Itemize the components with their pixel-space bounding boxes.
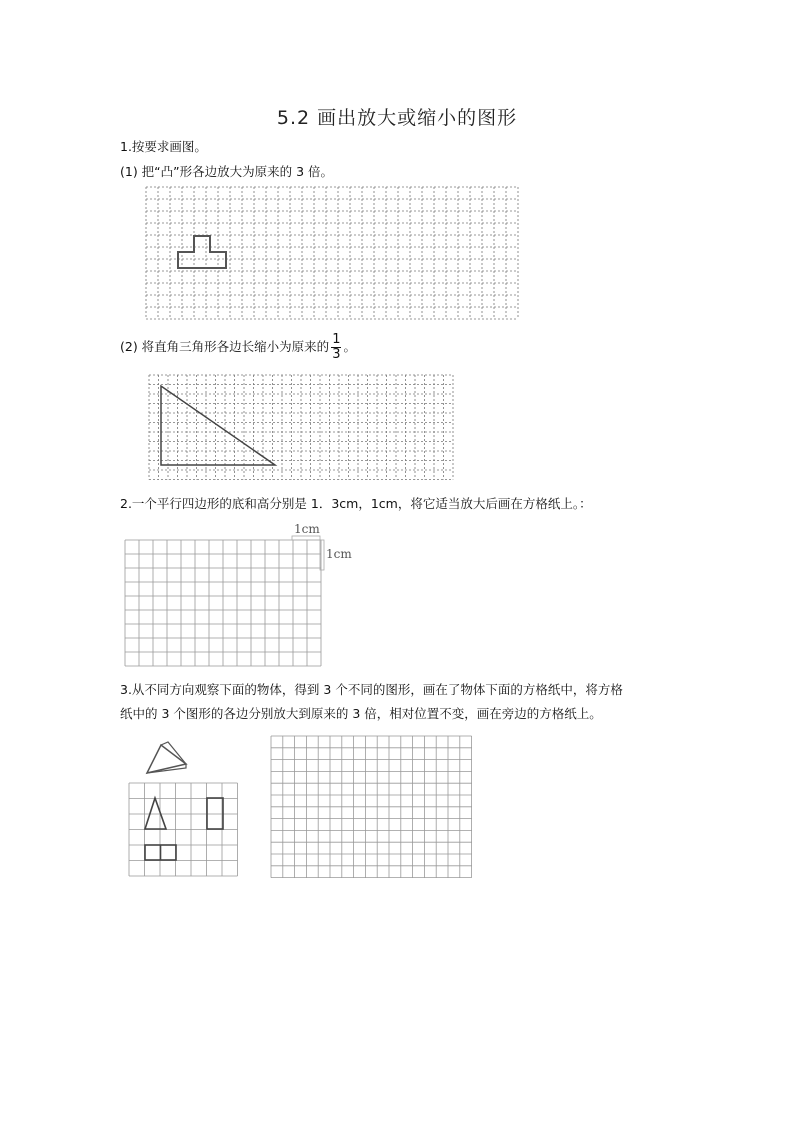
q2-text: 2.一个平行四边形的底和高分别是 1．3cm，1cm，将它适当放大后画在方格纸上。： (120, 496, 592, 511)
rectangle-view (207, 798, 223, 829)
q1-part2-suffix: 。 (343, 339, 356, 354)
fraction-one-third (331, 333, 341, 362)
dotted-grid-q1-part1 (146, 187, 518, 319)
right-triangle-figure (161, 386, 275, 465)
tu-shape-figure (178, 236, 226, 268)
q3-line2: 纸中的 3 个图形的各边分别放大到原来的 3 倍，相对位置不变，画在旁边的方格纸上。 (120, 706, 602, 721)
fraction-denominator: 3 (332, 347, 341, 362)
square-grid-q3-large (271, 736, 472, 878)
unit-height-label: 1cm (326, 547, 352, 561)
q1-heading: 1.按要求画图。 (120, 139, 207, 154)
dotted-grid-q1-part2 (149, 375, 453, 480)
triangle-view (145, 798, 166, 829)
fraction-numerator: 1 (332, 332, 341, 347)
q1-part1-text: (1) 把“凸”形各边放大为原来的 3 倍。 (120, 164, 334, 179)
unit-width-label: 1cm (294, 522, 320, 536)
square-grid-q2 (125, 540, 321, 666)
unit-width-bracket (292, 536, 320, 540)
page-title: 5.2 画出放大或缩小的图形 (276, 107, 518, 129)
q1-part2-text (120, 333, 356, 362)
q1-part2-prefix: (2) 将直角三角形各边长缩小为原来的 (120, 339, 330, 354)
q3-line1: 3.从不同方向观察下面的物体，得到 3 个不同的图形，画在了物体下面的方格纸中，将方格 (120, 682, 623, 697)
